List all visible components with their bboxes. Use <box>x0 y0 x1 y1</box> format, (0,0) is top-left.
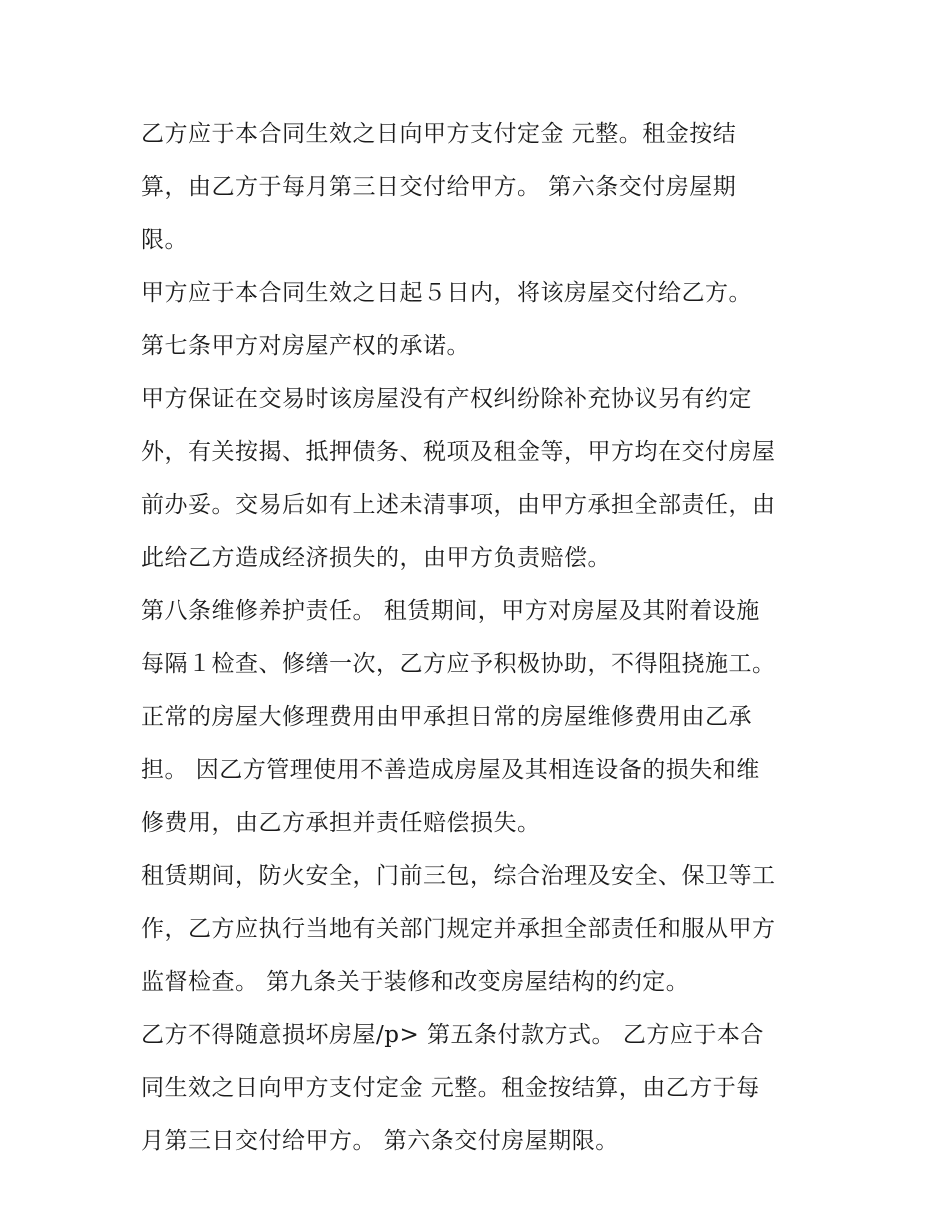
text-line: 甲方应于本合同生效之日起５日内，将该房屋交付给乙方。 <box>141 280 752 306</box>
paragraph-maintenance <box>141 585 821 850</box>
text-line: 担。 因乙方管理使用不善造成房屋及其相连设备的损失和维 <box>141 757 760 783</box>
text-line: 算，由乙方于每月第三日交付给甲方。 第六条交付房屋期 <box>141 174 737 200</box>
text-line: 作，乙方应执行当地有关部门规定并承担全部责任和服从甲方 <box>141 916 776 942</box>
text-line: 租赁期间，防火安全，门前三包，综合治理及安全、保卫等工 <box>141 863 776 889</box>
text-line: 正常的房屋大修理费用由甲承担日常的房屋维修费用由乙承 <box>141 704 752 730</box>
text-line: 限。 <box>141 227 188 253</box>
text-line: 月第三日交付给甲方。 第六条交付房屋期限。 <box>141 1128 619 1154</box>
text-line: 第七条甲方对房屋产权的承诺。 <box>141 333 470 359</box>
paragraph-property-rights <box>141 373 821 585</box>
heading-article-seven <box>141 320 821 373</box>
text-line: 监督检查。 第九条关于装修和改变房屋结构的约定。 <box>141 969 690 995</box>
text-line: 同生效之日向甲方支付定金 元整。租金按结算，由乙方于每 <box>141 1075 760 1101</box>
text-line: 乙方不得随意损坏房屋/p> 第五条付款方式。 乙方应于本合 <box>141 1022 764 1048</box>
paragraph-safety <box>141 850 821 1009</box>
text-line: 乙方应于本合同生效之日向甲方支付定金 元整。租金按结 <box>141 121 737 147</box>
paragraph-renovation <box>141 1009 821 1168</box>
paragraph-deposit-payment <box>141 108 821 267</box>
text-line: 修费用，由乙方承担并责任赔偿损失。 <box>141 810 541 836</box>
text-line: 每隔１检查、修缮一次，乙方应予积极协助，不得阻挠施工。 <box>141 651 776 677</box>
text-line: 此给乙方造成经济损失的，由甲方负责赔偿。 <box>141 545 611 571</box>
text-line: 第八条维修养护责任。 租赁期间，甲方对房屋及其附着设施 <box>141 598 760 624</box>
text-line: 外，有关按揭、抵押债务、税项及租金等，甲方均在交付房屋 <box>141 439 776 465</box>
document-body <box>141 108 821 1168</box>
text-line: 甲方保证在交易时该房屋没有产权纠纷除补充协议另有约定 <box>141 386 752 412</box>
paragraph-delivery-deadline <box>141 267 821 320</box>
text-line: 前办妥。交易后如有上述未清事项，由甲方承担全部责任，由 <box>141 492 776 518</box>
